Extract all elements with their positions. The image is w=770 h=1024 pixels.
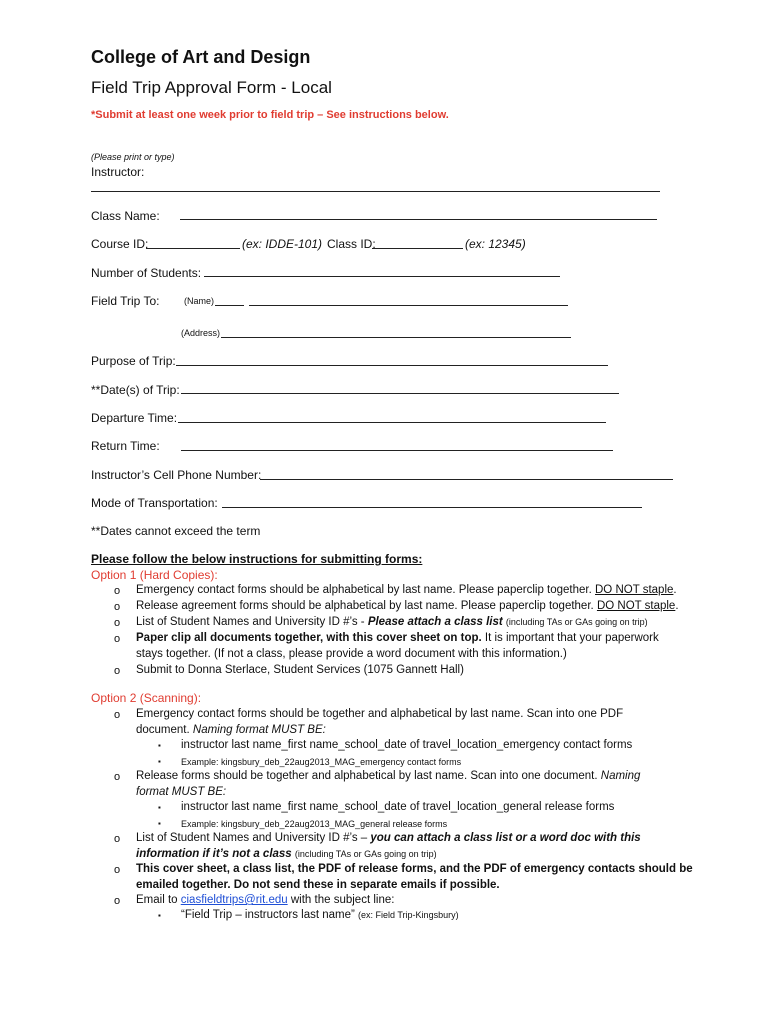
opt2-item2-format: instructor last name_first name_school_date of travel_location_general release forms [181,801,615,813]
college-title: College of Art and Design [91,47,311,67]
num-students-field[interactable] [204,276,560,277]
dates-field[interactable] [181,393,619,394]
return-label: Return Time: [91,439,160,453]
class-name-field[interactable] [180,219,657,220]
opt1-item1: Emergency contact forms should be alphabetical by last name. Please paperclip together. DO NOT staple. [136,584,677,596]
transport-label: Mode of Transportation: [91,496,218,510]
cell-phone-field[interactable] [260,479,673,480]
course-id-field[interactable] [146,248,240,249]
purpose-field[interactable] [176,365,608,366]
purpose-label: Purpose of Trip: [91,354,176,368]
bullet-circle: o [114,617,121,629]
opt1-item4: Paper clip all documents together, with this cover sheet on top. It is important that your paperwork [136,632,659,644]
opt2-item4-cont: emailed together. Do not send these in separate emails if possible. [136,879,500,891]
name-field-short[interactable] [215,305,244,306]
email-link[interactable]: ciasfieldtrips@rit.edu [180,894,288,906]
class-id-example: (ex: 12345) [465,237,526,251]
field-trip-to-label: Field Trip To: [91,294,160,308]
instructor-label: Instructor: [91,165,145,179]
opt2-item3: List of Student Names and University ID #’s – you can attach a class list or a word doc with this [136,832,641,844]
opt2-item1-format: instructor last name_first name_school_date of travel_location_emergency contact forms [181,739,633,751]
bullet-circle: o [114,585,121,597]
course-id-example: (ex: IDDE-101) [242,237,323,251]
opt2-item2-cont: format MUST BE: [136,786,227,798]
opt1-item4-cont: stays together. (If not a class, please provide a word document with this information.) [136,648,567,660]
opt1-item3: List of Student Names and University ID #’s - Please attach a class list (including TAs or GAs going on trip) [136,616,648,628]
opt2-item5: Email to ciasfieldtrips@rit.edu with the subject line: [136,894,395,906]
bullet-square: ▪ [158,741,161,750]
instructions-heading: Please follow the below instructions for submitting forms: [91,552,423,566]
address-field[interactable] [221,337,571,338]
opt2-item2-example: Example: kingsbury_deb_22aug2013_MAG_general release forms [181,819,448,829]
course-id-label: Course ID: [91,237,149,251]
name-hint: (Name) [184,296,215,306]
submit-note: *Submit at least one week prior to field trip – See instructions below. [91,109,449,121]
bullet-circle: o [114,709,121,721]
opt2-item1-example: Example: kingsbury_deb_22aug2013_MAG_emergency contact forms [181,757,462,767]
return-field[interactable] [181,450,613,451]
option1-title: Option 1 (Hard Copies): [91,568,218,582]
address-hint: (Address) [181,328,221,338]
cell-phone-label: Instructor’s Cell Phone Number: [91,468,262,482]
option2-title: Option 2 (Scanning): [91,691,202,705]
opt1-item2: Release agreement forms should be alphabetical by last name. Please paperclip together. DO NOT staple. [136,600,679,612]
opt1-item5: Submit to Donna Sterlace, Student Services (1075 Gannett Hall) [136,664,464,676]
departure-label: Departure Time: [91,411,178,425]
bullet-square: ▪ [158,911,161,920]
bullet-square: ▪ [158,757,161,766]
print-note: (Please print or type) [91,152,175,162]
class-name-label: Class Name: [91,209,160,223]
dates-note: **Dates cannot exceed the term [91,524,261,538]
opt2-item1: Emergency contact forms should be together and alphabetical by last name. Scan into one PDF [136,708,624,720]
departure-field[interactable] [178,422,606,423]
bullet-circle: o [114,833,121,845]
opt2-item2: Release forms should be together and alphabetical by last name. Scan into one document. Naming [136,770,641,782]
opt2-item3-cont: information if it’s not a class (including TAs or GAs going on trip) [136,848,437,860]
bullet-square: ▪ [158,803,161,812]
num-students-label: Number of Students: [91,266,202,280]
bullet-circle: o [114,864,121,876]
instructor-field[interactable] [91,191,660,192]
bullet-circle: o [114,665,121,677]
dates-label: **Date(s) of Trip: [91,383,180,397]
opt2-item5-subject: “Field Trip – instructors last name” (ex: Field Trip-Kingsbury) [181,909,459,921]
opt2-item4: This cover sheet, a class list, the PDF of release forms, and the PDF of emergency contacts should be [136,863,693,875]
bullet-square: ▪ [158,819,161,828]
bullet-circle: o [114,895,121,907]
bullet-circle: o [114,771,121,783]
bullet-circle: o [114,633,121,645]
name-field[interactable] [249,305,568,306]
class-id-field[interactable] [372,248,463,249]
bullet-circle: o [114,601,121,613]
class-id-label: Class ID: [327,237,376,251]
opt2-item1-cont: document. Naming format MUST BE: [136,724,326,736]
transport-field[interactable] [222,507,642,508]
form-title: Field Trip Approval Form - Local [91,78,332,97]
